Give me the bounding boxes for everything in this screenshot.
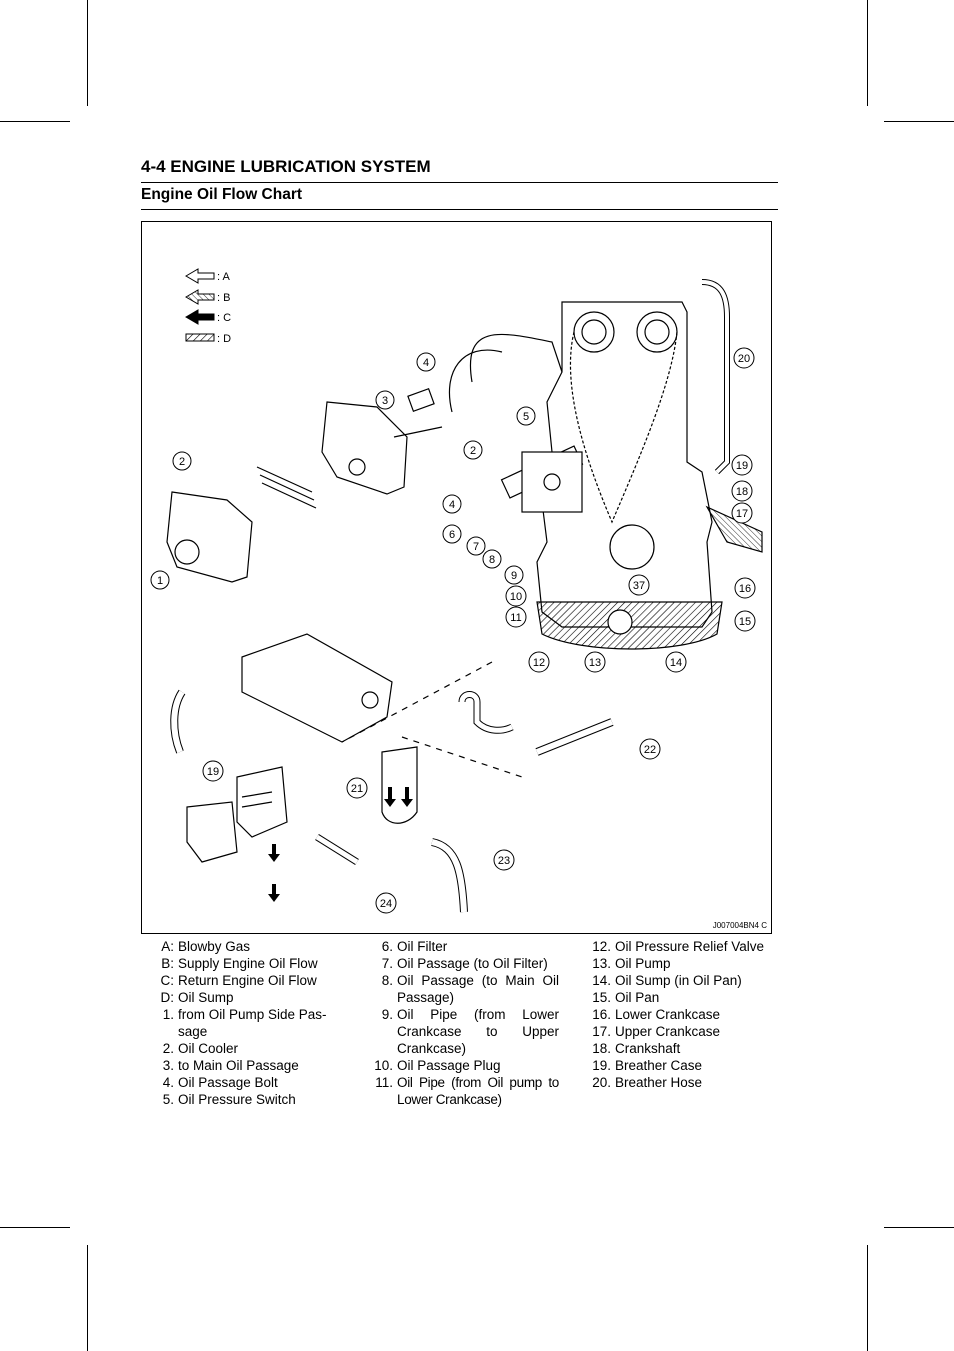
callout-7: 7 (472, 541, 480, 553)
callout-8: 8 (488, 554, 496, 566)
legend-item: 20. Breather Hose (592, 1075, 703, 1090)
crop-mark (867, 1245, 868, 1351)
legend-item: C: Return Engine Oil Flow (160, 973, 317, 988)
callout-18: 18 (735, 486, 749, 498)
legend-item: 3. to Main Oil Passage (162, 1058, 299, 1073)
flow-legend-c: : C (217, 312, 232, 324)
oil-sump-hatch-icon (186, 334, 214, 341)
legend-item: D: Oil Sump (160, 990, 234, 1005)
callout-20: 20 (737, 353, 751, 365)
callout-3: 3 (381, 395, 389, 407)
legend-item: 5. Oil Pressure Switch (162, 1092, 296, 1107)
callout-13: 13 (588, 657, 602, 669)
callout-4b: 4 (448, 499, 456, 511)
legend-item: 14. Oil Sump (in Oil Pan) (592, 973, 742, 988)
legend-item: 6. Oil Filter (381, 939, 448, 954)
callout-17: 17 (735, 508, 749, 520)
page-title: 4-4 ENGINE LUBRICATION SYSTEM (141, 157, 431, 176)
callout-22: 22 (643, 744, 657, 756)
flow-legend (186, 269, 231, 345)
section-rule (141, 209, 778, 210)
legend-item: 9. Oil Pipe (from Lower Crankcase to Upper Crankcase) (381, 1007, 559, 1056)
legend-item: 13. Oil Pump (592, 956, 671, 971)
return-flow-arrows (268, 787, 413, 902)
section-title: Engine Oil Flow Chart (141, 186, 303, 203)
crop-mark (884, 1227, 954, 1228)
legend-item: 12. Oil Pressure Relief Valve (592, 939, 765, 954)
supply-arrow-icon (186, 290, 214, 304)
flow-legend-b: : B (217, 292, 231, 304)
legend-item: 7. Oil Passage (to Oil Filter) (381, 956, 548, 971)
crop-mark (0, 121, 70, 122)
return-arrow-icon (186, 310, 214, 324)
cylinder-head-cover-drawing (174, 634, 612, 912)
crop-mark (87, 1245, 88, 1351)
crop-mark (0, 1227, 70, 1228)
legend-column-1 (152, 938, 342, 1108)
legend-item: 15. Oil Pan (592, 990, 660, 1005)
callout-19: 19 (735, 460, 749, 472)
legend-item: 17. Upper Crankcase (592, 1024, 721, 1039)
legend-column-2 (371, 938, 559, 1108)
legend-column-3 (589, 938, 789, 1091)
callout-10: 10 (509, 591, 523, 603)
callout-37: 37 (632, 580, 646, 592)
legend-item: 4. Oil Passage Bolt (162, 1075, 278, 1090)
callout-9: 9 (510, 570, 518, 582)
legend-item: 18. Crankshaft (592, 1041, 681, 1056)
callout-23: 23 (497, 855, 511, 867)
legend-item: 19. Breather Case (592, 1058, 703, 1073)
legend-item: 8. Oil Passage (to Main Oil Passage) (381, 973, 559, 1005)
legend-item: 2. Oil Cooler (162, 1041, 239, 1056)
callout-21: 21 (350, 783, 364, 795)
flow-legend-d: : D (217, 333, 232, 345)
callout-6: 6 (448, 529, 456, 541)
legend-item: B: Supply Engine Oil Flow (161, 956, 318, 971)
engine-crankcase-drawing (449, 282, 762, 649)
callout-1: 1 (156, 575, 164, 587)
legend-item: 1. from Oil Pump Side Pas-sage (162, 1007, 327, 1039)
callout-5: 5 (522, 411, 530, 423)
title-rule (141, 182, 778, 183)
legend-item: 10. Oil Passage Plug (374, 1058, 501, 1073)
crop-mark (884, 121, 954, 122)
callout-11: 11 (510, 612, 522, 624)
crop-mark (87, 0, 88, 106)
callout-19b: 19 (206, 766, 220, 778)
callout-12: 12 (532, 657, 546, 669)
legend-item: A: Blowby Gas (161, 939, 251, 954)
legend-item: 11. Oil Pipe (from Oil pump to Lower Crankcase) (375, 1075, 559, 1107)
callout-16: 16 (738, 583, 752, 595)
callout-15: 15 (738, 616, 752, 628)
callout-4: 4 (422, 357, 430, 369)
oil-flow-figure (141, 221, 772, 934)
callout-24: 24 (379, 898, 393, 910)
callout-2b: 2 (469, 445, 477, 457)
callout-2: 2 (178, 456, 186, 468)
legend-item: 16. Lower Crankcase (592, 1007, 721, 1022)
oil-pump-cover-drawing (167, 389, 442, 582)
callout-14: 14 (669, 657, 683, 669)
figure-code: J007004BN4 C (712, 921, 767, 930)
crop-mark (867, 0, 868, 106)
flow-legend-a: : A (217, 271, 230, 283)
blowby-arrow-icon (186, 269, 214, 283)
